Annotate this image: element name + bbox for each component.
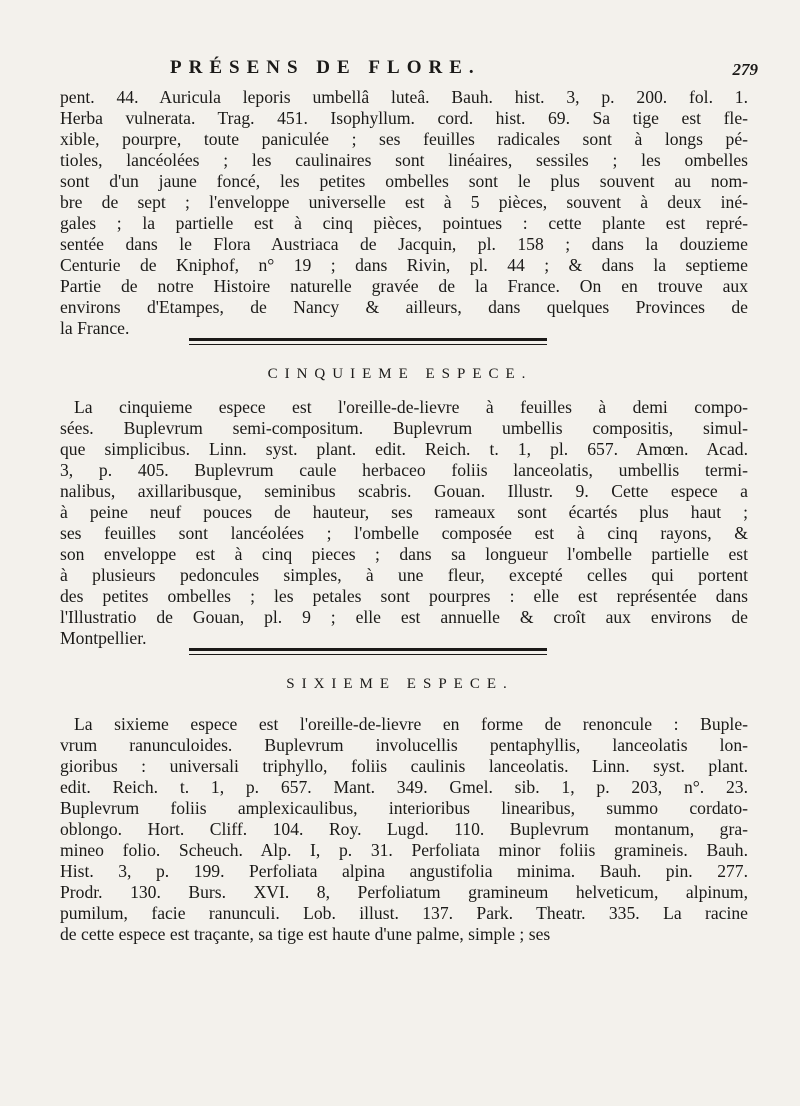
section-heading-sixth-species: SIXIEME ESPECE. [286, 676, 514, 692]
text-line: vrum ranunculoides. Buplevrum involucellis pentaphyllis, lanceolatis lon- [60, 735, 748, 755]
text-line: que simplicibus. Linn. syst. plant. edit. Reich. t. 1, pl. 657. Amœn. Acad. [60, 439, 748, 459]
text-line: de cette espece est traçante, sa tige est haute d'une palme, simple ; ses [60, 924, 551, 944]
text-line: bre de sept ; l'enveloppe universelle est à 5 pièces, souvent à deux iné- [60, 192, 748, 212]
running-title: PRÉSENS DE FLORE. [170, 57, 481, 78]
text-line: Prodr. 130. Burs. XVI. 8, Perfoliatum gramineum helveticum, alpinum, [60, 882, 748, 902]
section-heading-fifth-species: CINQUIEME ESPECE. [267, 366, 533, 382]
text-line: à plusieurs pedoncules simples, à une fleur, excepté celles qui portent [60, 565, 748, 585]
text-line: pumilum, facie ranunculi. Lob. illust. 137. Park. Theatr. 335. La racine [60, 903, 748, 923]
section-divider [189, 648, 547, 651]
text-line: des petites ombelles ; les petales sont pourpres : elle est représentée dans [60, 586, 748, 606]
text-line: tioles, lancéolées ; les caulinaires sont linéaires, sessiles ; les ombelles [60, 150, 748, 170]
text-line: pent. 44. Auricula leporis umbellâ luteâ. Bauh. hist. 3, p. 200. fol. 1. [60, 87, 748, 107]
text-line: nalibus, axillaribusque, seminibus scabris. Gouan. Illustr. 9. Cette espece a [60, 481, 748, 501]
paragraph-sixth-species [60, 714, 748, 945]
text-line: Hist. 3, p. 199. Perfoliata alpina angustifolia minima. Bauh. pin. 277. [60, 861, 748, 881]
text-line: Herba vulnerata. Trag. 451. Isophyllum. cord. hist. 69. Sa tige est fle- [60, 108, 748, 128]
text-line: ses feuilles sont lancéolées ; l'ombelle composée est à cinq rayons, & [60, 523, 748, 543]
text-line: xible, pourpre, toute paniculée ; ses feuilles radicales sont à longs pé- [60, 129, 748, 149]
paragraph-continuation [60, 87, 748, 339]
text-line: La cinquieme espece est l'oreille-de-lievre à feuilles à demi compo- [74, 397, 748, 417]
paragraph-fifth-species [60, 397, 748, 649]
text-line: oblongo. Hort. Cliff. 104. Roy. Lugd. 110. Buplevrum montanum, gra- [60, 819, 748, 839]
text-line: Partie de notre Histoire naturelle gravée de la France. On en trouve aux [60, 276, 748, 296]
text-line: gales ; la partielle est à cinq pièces, pointues : cette plante est repré- [60, 213, 748, 233]
text-line: 3, p. 405. Buplevrum caule herbaceo foliis lanceolatis, umbellis termi- [60, 460, 748, 480]
text-line: Montpellier. [60, 628, 147, 648]
text-line: Buplevrum foliis amplexicaulibus, interioribus linearibus, summo cordato- [60, 798, 748, 818]
text-line: à peine neuf pouces de hauteur, ses rameaux sont écartés plus haut ; [60, 502, 748, 522]
section-divider-thin [189, 654, 547, 655]
text-line: La sixieme espece est l'oreille-de-lievre en forme de renoncule : Buple- [74, 714, 748, 734]
running-head [0, 57, 800, 87]
text-line: son enveloppe est à cinq pieces ; dans sa longueur l'ombelle partielle est [60, 544, 748, 564]
text-line: sées. Buplevrum semi-compositum. Buplevrum umbellis compositis, simul- [60, 418, 748, 438]
text-line: environs d'Etampes, de Nancy & ailleurs, dans quelques Provinces de [60, 297, 748, 317]
text-line: edit. Reich. t. 1, p. 657. Mant. 349. Gmel. sib. 1, p. 203, n°. 23. [60, 777, 748, 797]
section-divider-thin [189, 344, 547, 345]
page-number: 279 [732, 60, 758, 79]
text-line: l'Illustratio de Gouan, pl. 9 ; elle est annuelle & croît aux environs de [60, 607, 748, 627]
text-line: Centurie de Kniphof, n° 19 ; dans Rivin, pl. 44 ; & dans la septieme [60, 255, 748, 275]
text-line: sentée dans le Flora Austriaca de Jacquin, pl. 158 ; dans la douzieme [60, 234, 748, 254]
text-line: sont d'un jaune foncé, les petites ombelles sont le plus souvent au nom- [60, 171, 748, 191]
text-line: mineo folio. Scheuch. Alp. I, p. 31. Perfoliata minor foliis gramineis. Bauh. [60, 840, 748, 860]
text-line: la France. [60, 318, 130, 338]
text-line: gioribus : universali triphyllo, foliis caulinis lanceolatis. Linn. syst. plant. [60, 756, 748, 776]
section-divider [189, 338, 547, 341]
